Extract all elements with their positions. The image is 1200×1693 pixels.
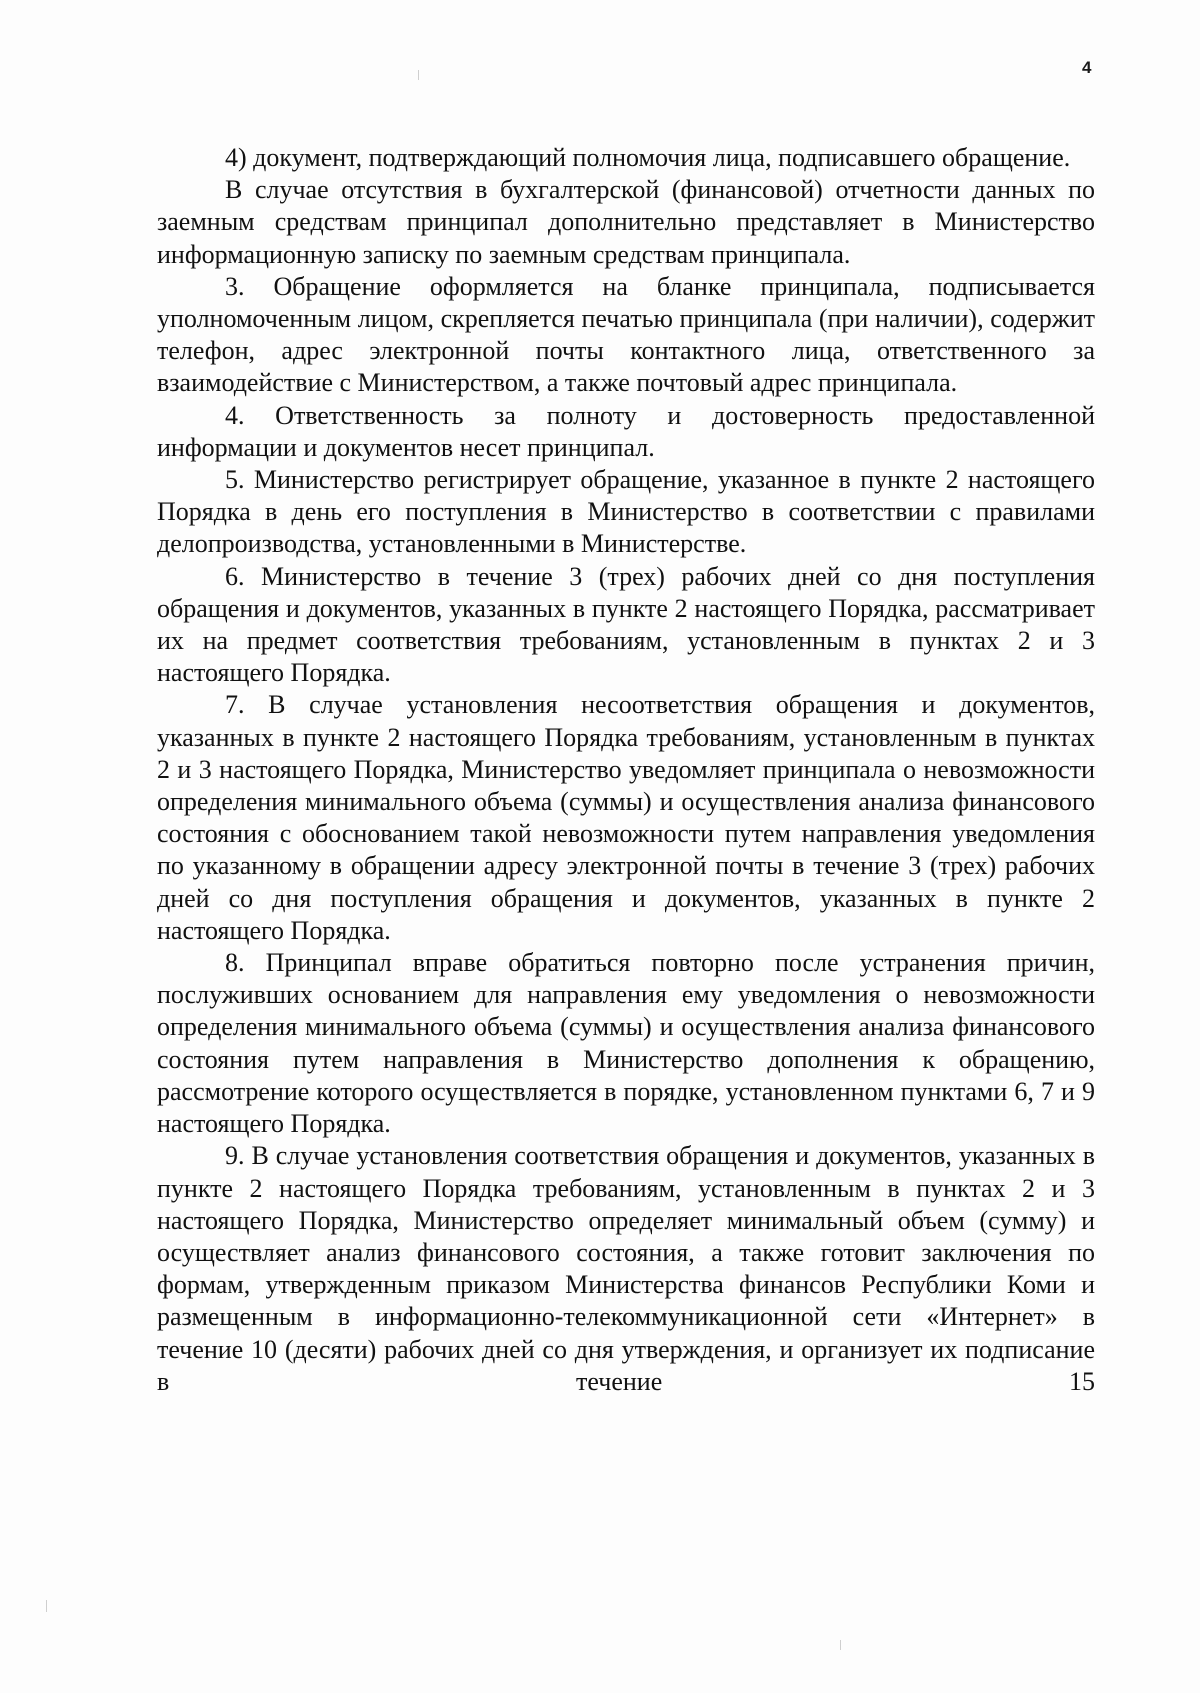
page-number: 4: [1082, 58, 1092, 77]
scan-artifact: [840, 1640, 841, 1650]
scan-artifact: [46, 1600, 47, 1612]
paragraph-2-absence-of-data: В случае отсутствия в бухгалтерской (финансовой) отчетности данных по заемным средствам принципал дополнительно представляет в Министерство информационную записку по заемным средствам принципала.: [157, 175, 1095, 269]
paragraph-4-responsibility: 4. Ответственность за полноту и достоверность предоставленной информации и документов несет принципал.: [157, 400, 1095, 462]
paragraph-6-review: 6. Министерство в течение 3 (трех) рабочих дней со дня поступления обращения и документов, указанных в пункте 2 настоящего Порядка, рассматривает их на предмет соответствия требованиям, установленным в пунктах 2 и 3 настоящего Порядка.: [157, 561, 1095, 688]
document-body: [157, 142, 1095, 1398]
paragraph-3-request-format: 3. Обращение оформляется на бланке принципала, подписывается уполномоченным лицом, скрепляется печатью принципала (при наличии), содержит телефон, адрес электронной почты контактного лица, ответственного за взаимодействие с Министерством, а также почтовый адрес принципала.: [157, 271, 1095, 398]
paragraph-5-registration: 5. Министерство регистрирует обращение, указанное в пункте 2 настоящего Порядка в день его поступления в Министерство в соответствии с правилами делопроизводства, установленными в Министерстве.: [157, 465, 1095, 559]
paragraph-7-nonconformity: 7. В случае установления несоответствия обращения и документов, указанных в пункте 2 настоящего Порядка требованиям, установленным в пунктах 2 и 3 настоящего Порядка, Министерство уведомляет принципала о невозможности определения минимального объема (суммы) и осуществления анализа финансового состояния с обоснованием такой невозможности путем направления уведомления по указанному в обращении адресу электронной почты в течение 3 (трех) рабочих дней со дня поступления обращения и документов, указанных в пункте 2 настоящего Порядка.: [157, 690, 1095, 945]
paragraph-8-resubmission: 8. Принципал вправе обратиться повторно после устранения причин, послуживших основанием для направления ему уведомления о невозможности определения минимального объема (суммы) и осуществления анализа финансового состояния путем направления в Министерство дополнения к обращению, рассмотрение которого осуществляется в порядке, установленном пунктами 6, 7 и 9 настоящего Порядка.: [157, 948, 1095, 1139]
paragraph-1-item-4: 4) документ, подтверждающий полномочия лица, подписавшего обращение.: [225, 143, 1071, 172]
paragraph-9-conformity: 9. В случае установления соответствия обращения и документов, указанных в пункте 2 настоящего Порядка требованиям, установленным в пунктах 2 и 3 настоящего Порядка, Министерство определяет минимальный объем (сумму) и осуществляет анализ финансового состояния, а также готовит заключения по формам, утвержденным приказом Министерства финансов Республики Коми и размещенным в информационно-телекоммуникационной сети «Интернет» в течение 10 (десяти) рабочих дней со дня утверждения, и организует их подписание в течение 15: [157, 1141, 1095, 1396]
scan-artifact: [418, 70, 419, 80]
